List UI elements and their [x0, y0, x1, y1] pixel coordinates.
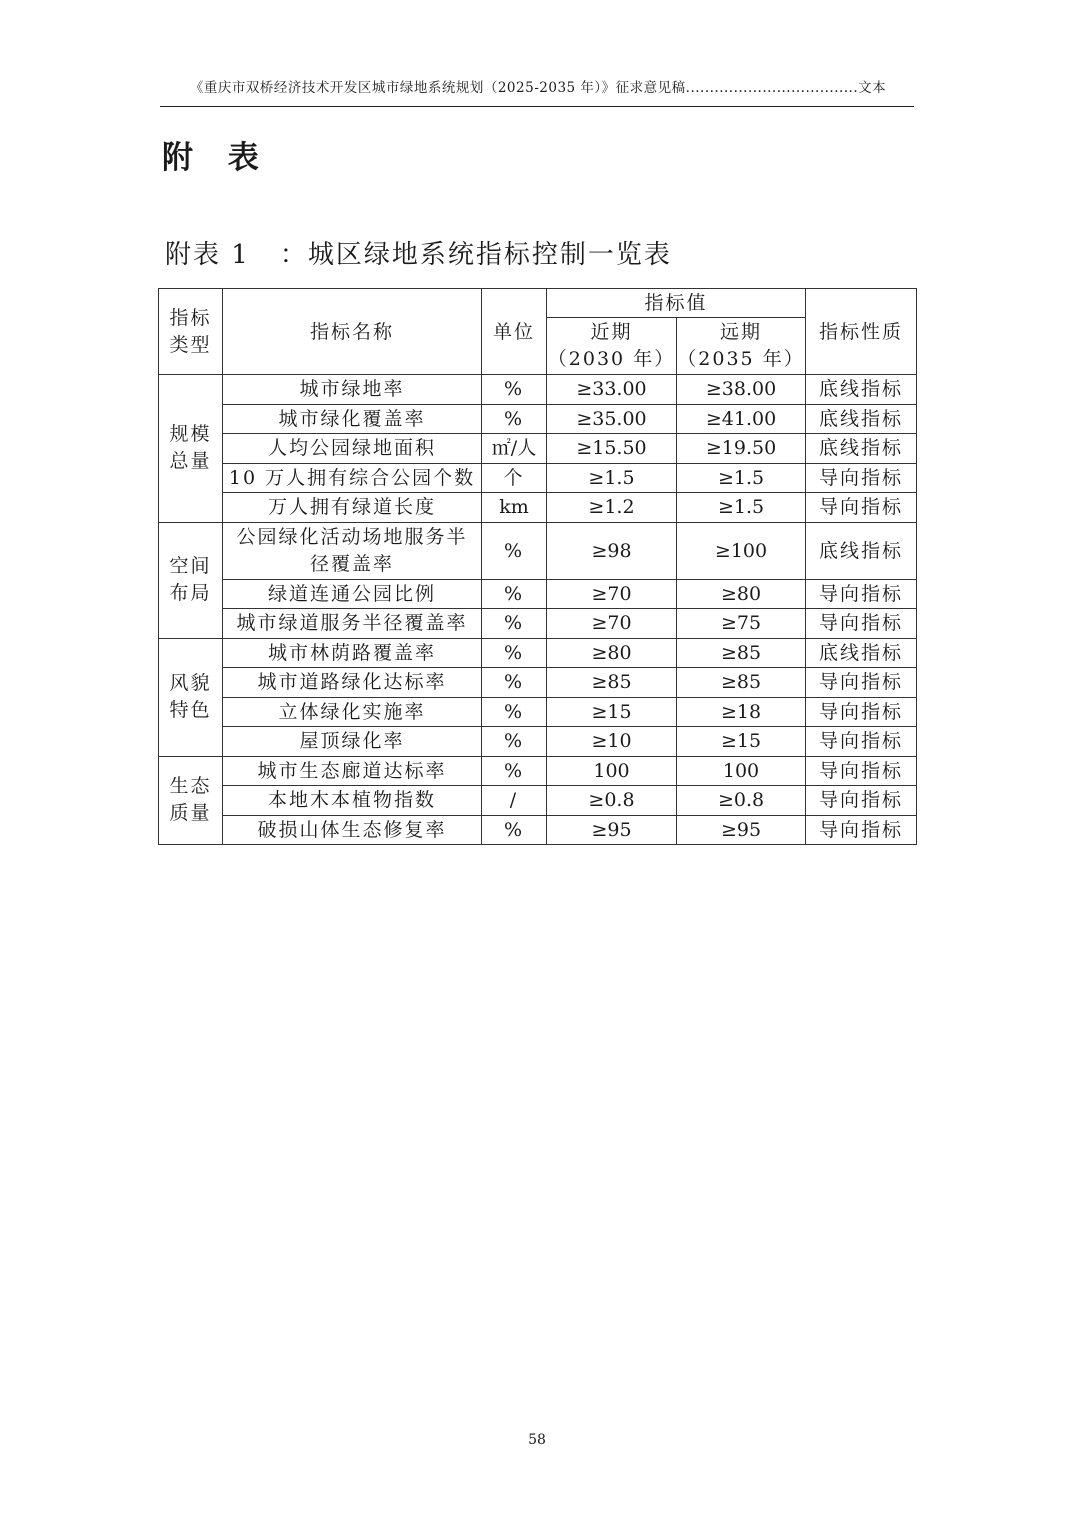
indicator-unit: % [482, 668, 547, 698]
table-row [159, 404, 917, 434]
section-title: 附 表 [162, 140, 271, 176]
indicator-unit: % [482, 697, 547, 727]
table-caption-title: ：城区绿地系统指标控制一览表 [279, 240, 672, 270]
long-term-value: ≥19.50 [677, 434, 806, 464]
header-type: 指标 类型 [159, 289, 223, 375]
table-caption [165, 234, 672, 271]
indicator-unit: km [482, 493, 547, 523]
long-term-value: ≥1.5 [677, 463, 806, 493]
header-value-group: 指标值 [547, 289, 806, 318]
indicator-nature: 导向指标 [806, 668, 917, 698]
near-term-value: ≥15.50 [547, 434, 677, 464]
long-term-value: ≥85 [677, 638, 806, 668]
indicator-unit: % [482, 756, 547, 786]
indicator-unit: % [482, 404, 547, 434]
indicator-name: 人均公园绿地面积 [223, 434, 482, 464]
indicator-unit: 个 [482, 463, 547, 493]
group-type-cell: 规模 总量 [159, 375, 223, 523]
near-term-value: ≥33.00 [547, 375, 677, 405]
table-row [159, 493, 917, 523]
group-type-cell: 生态 质量 [159, 756, 223, 845]
group-type-cell: 风貌 特色 [159, 638, 223, 756]
header-long-term: 远期 （2035 年） [677, 318, 806, 375]
indicator-nature: 导向指标 [806, 579, 917, 609]
long-term-value: ≥18 [677, 697, 806, 727]
indicator-unit: % [482, 638, 547, 668]
long-term-value: ≥95 [677, 815, 806, 845]
near-term-value: ≥15 [547, 697, 677, 727]
indicator-nature: 导向指标 [806, 786, 917, 816]
indicator-unit: % [482, 522, 547, 579]
indicator-unit: % [482, 815, 547, 845]
table-row [159, 638, 917, 668]
table-row [159, 756, 917, 786]
header-divider [160, 106, 914, 107]
table-row [159, 463, 917, 493]
table-row [159, 727, 917, 757]
indicator-name: 城市林荫路覆盖率 [223, 638, 482, 668]
indicator-nature: 导向指标 [806, 463, 917, 493]
header-near-term: 近期 （2030 年） [547, 318, 677, 375]
long-term-value: ≥15 [677, 727, 806, 757]
long-term-value: ≥0.8 [677, 786, 806, 816]
near-term-value: ≥98 [547, 522, 677, 579]
indicator-name: 城市绿地率 [223, 375, 482, 405]
indicator-unit: % [482, 609, 547, 639]
table-row [159, 697, 917, 727]
indicator-nature: 导向指标 [806, 697, 917, 727]
long-term-value: ≥100 [677, 522, 806, 579]
long-term-value: ≥75 [677, 609, 806, 639]
indicator-name: 立体绿化实施率 [223, 697, 482, 727]
near-term-value: ≥80 [547, 638, 677, 668]
long-term-value: ≥41.00 [677, 404, 806, 434]
indicator-name: 本地木本植物指数 [223, 786, 482, 816]
indicator-nature: 底线指标 [806, 434, 917, 464]
indicator-name: 城市绿道服务半径覆盖率 [223, 609, 482, 639]
near-term-value: ≥70 [547, 609, 677, 639]
table-row [159, 375, 917, 405]
table-caption-label: 附表 1 [165, 240, 250, 270]
indicator-name: 绿道连通公园比例 [223, 579, 482, 609]
indicator-nature: 导向指标 [806, 815, 917, 845]
near-term-value: 100 [547, 756, 677, 786]
table-row [159, 579, 917, 609]
page-number: 58 [528, 1432, 546, 1448]
table-row [159, 815, 917, 845]
near-term-value: ≥1.2 [547, 493, 677, 523]
indicator-unit: ㎡/人 [482, 434, 547, 464]
indicator-name: 城市生态廊道达标率 [223, 756, 482, 786]
table-row [159, 434, 917, 464]
indicator-nature: 底线指标 [806, 638, 917, 668]
near-term-value: ≥35.00 [547, 404, 677, 434]
indicator-nature: 导向指标 [806, 609, 917, 639]
indicator-name: 公园绿化活动场地服务半 径覆盖率 [223, 522, 482, 579]
long-term-value: ≥1.5 [677, 493, 806, 523]
indicator-nature: 导向指标 [806, 493, 917, 523]
long-term-value: ≥80 [677, 579, 806, 609]
indicator-nature: 底线指标 [806, 375, 917, 405]
indicator-nature: 底线指标 [806, 522, 917, 579]
running-header: 《重庆市双桥经济技术开发区城市绿地系统规划（2025-2035 年）》征求意见稿....................................文本 [189, 80, 887, 96]
near-term-value: ≥85 [547, 668, 677, 698]
indicator-unit: % [482, 727, 547, 757]
long-term-value: 100 [677, 756, 806, 786]
indicator-name: 城市绿化覆盖率 [223, 404, 482, 434]
near-term-value: ≥95 [547, 815, 677, 845]
table-row [159, 786, 917, 816]
table-header-row [159, 289, 917, 318]
indicator-unit: / [482, 786, 547, 816]
indicator-unit: % [482, 579, 547, 609]
header-nature: 指标性质 [806, 289, 917, 375]
table-row [159, 522, 917, 579]
long-term-value: ≥38.00 [677, 375, 806, 405]
indicator-name: 10 万人拥有综合公园个数 [223, 463, 482, 493]
indicator-nature: 底线指标 [806, 404, 917, 434]
indicator-unit: % [482, 375, 547, 405]
near-term-value: ≥0.8 [547, 786, 677, 816]
header-unit: 单位 [482, 289, 547, 375]
long-term-value: ≥85 [677, 668, 806, 698]
indicator-nature: 导向指标 [806, 727, 917, 757]
header-name: 指标名称 [223, 289, 482, 375]
near-term-value: ≥1.5 [547, 463, 677, 493]
indicator-nature: 导向指标 [806, 756, 917, 786]
indicator-name: 破损山体生态修复率 [223, 815, 482, 845]
group-type-cell: 空间 布局 [159, 522, 223, 638]
table-row [159, 668, 917, 698]
table-row [159, 609, 917, 639]
indicator-name: 屋顶绿化率 [223, 727, 482, 757]
near-term-value: ≥10 [547, 727, 677, 757]
near-term-value: ≥70 [547, 579, 677, 609]
indicator-name: 万人拥有绿道长度 [223, 493, 482, 523]
indicator-name: 城市道路绿化达标率 [223, 668, 482, 698]
indicator-table [158, 288, 917, 845]
